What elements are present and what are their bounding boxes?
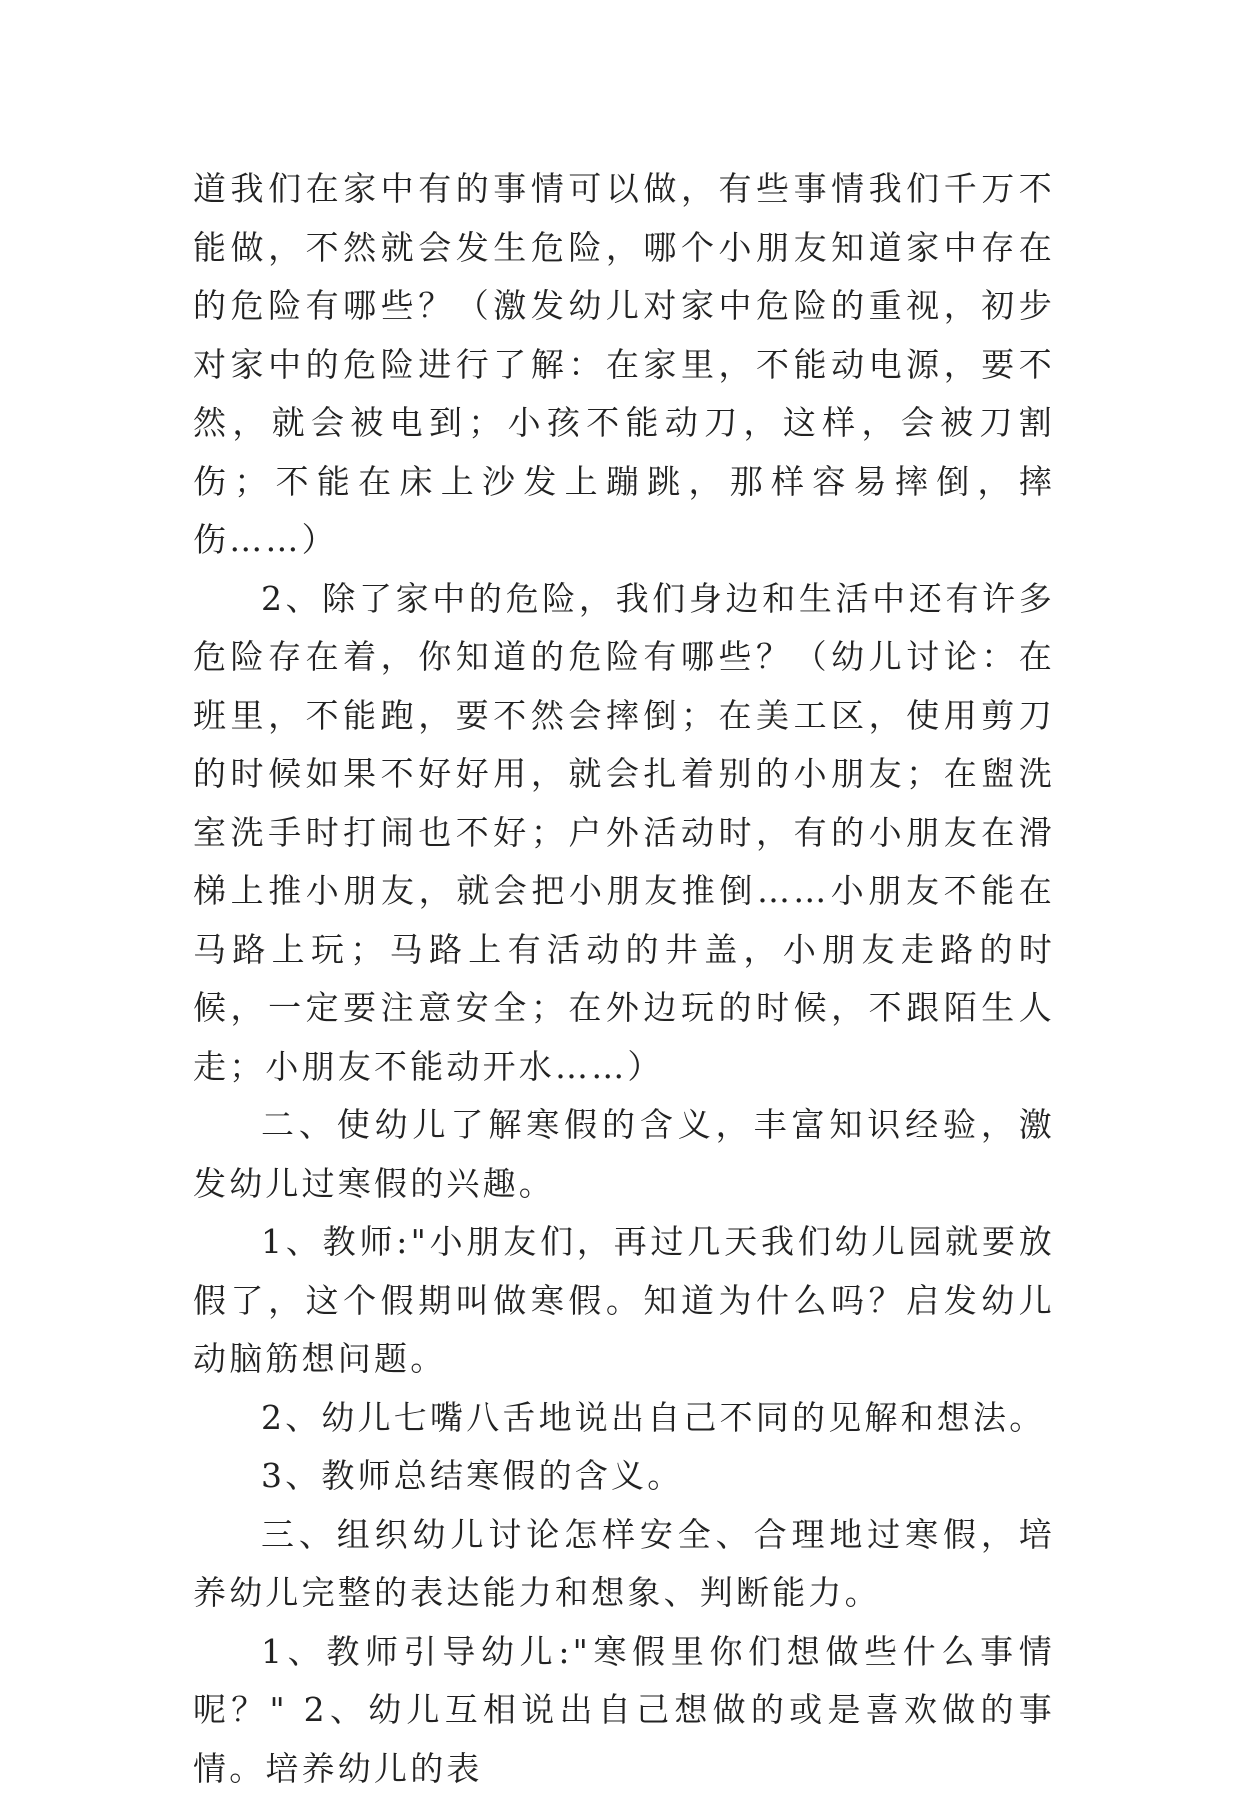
- paragraph-intro-continued: 道我们在家中有的事情可以做，有些事情我们千万不能做，不然就会发生危险，哪个小朋友知道家中存在的危险有哪些？（激发幼儿对家中危险的重视，初步对家中的危险进行了解：在家里，不能动电源，要不然，就会被电到；小孩不能动刀，这样，会被刀割伤；不能在床上沙发上蹦跳，那样容易摔倒，摔伤……）: [193, 160, 1055, 570]
- paragraph-section-two-heading: 二、使幼儿了解寒假的含义，丰富知识经验，激发幼儿过寒假的兴趣。: [193, 1096, 1055, 1213]
- paragraph-teacher-summary: 3、教师总结寒假的含义。: [193, 1447, 1055, 1506]
- paragraph-other-dangers: 2、除了家中的危险，我们身边和生活中还有许多危险存在着，你知道的危险有哪些？（幼儿讨论：在班里，不能跑，要不然会摔倒；在美工区，使用剪刀的时候如果不好好用，就会扎着别的小朋友；在盥洗室洗手时打闹也不好；户外活动时，有的小朋友在滑梯上推小朋友，就会把小朋友推倒……小朋友不能在马路上玩；马路上有活动的井盖，小朋友走路的时候，一定要注意安全；在外边玩的时候，不跟陌生人走；小朋友不能动开水……）: [193, 570, 1055, 1097]
- paragraph-teacher-question: 1、教师:"小朋友们，再过几天我们幼儿园就要放假了，这个假期叫做寒假。知道为什么吗？启发幼儿动脑筋想问题。: [193, 1213, 1055, 1389]
- paragraph-children-opinions: 2、幼儿七嘴八舌地说出自己不同的见解和想法。: [193, 1389, 1055, 1448]
- paragraph-winter-plans: 1、教师引导幼儿:"寒假里你们想做些什么事情呢？" 2、幼儿互相说出自己想做的或是喜欢做的事情。培养幼儿的表: [193, 1623, 1055, 1798]
- document-body: [193, 160, 1055, 1798]
- paragraph-section-three-heading: 三、组织幼儿讨论怎样安全、合理地过寒假，培养幼儿完整的表达能力和想象、判断能力。: [193, 1506, 1055, 1623]
